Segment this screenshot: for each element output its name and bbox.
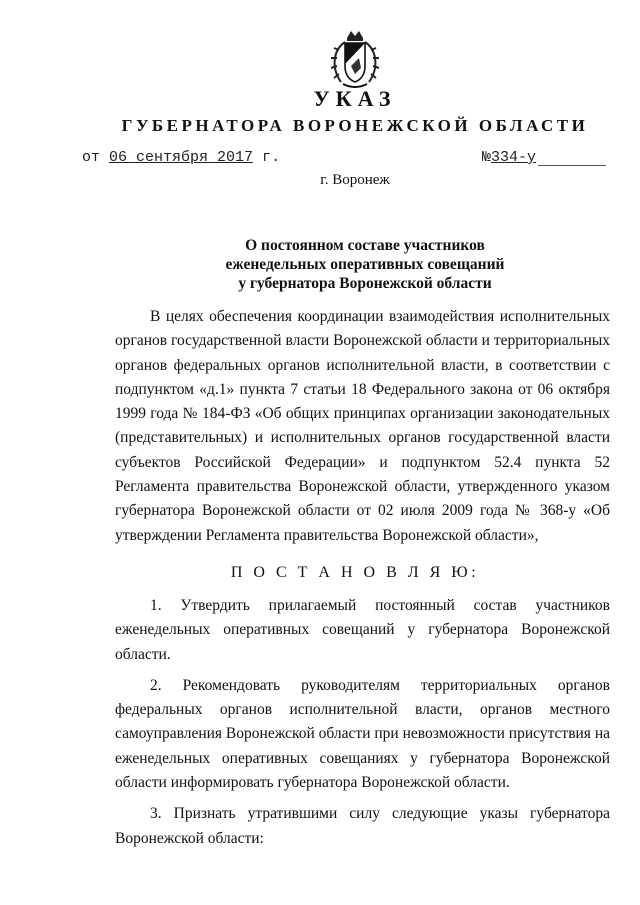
number-value: 334-у [491,149,537,166]
coat-of-arms-icon [327,28,383,92]
preamble-paragraph: В целях обеспечения координации взаимодействия исполнительных органов государственной власти Воронежской области и территориальных органов федеральных органов исполнительной власти, в соответствии с подпунктом «д.1» пункта 7 статьи 18 Федерального закона от 06 октября 1999 года № 184-ФЗ «Об общих принципах организации законодательных (представительных) и исполнительных органов государственной власти субъектов Российской Федерации» и подпунктом 52.4 пункта 52 Регламента правительства Воронежской области, утвержденного указом губернатора Воронежской области от 02 июля 2009 года № 368-у «Об утверждении Регламента правительства Воронежской области», [115,308,610,544]
date-line [82,149,280,166]
issuer-title: ГУБЕРНАТОРА ВОРОНЕЖСКОЙ ОБЛАСТИ [121,116,589,135]
document-type-title: УКАЗ [313,86,397,111]
heading-line: еженедельных оперативных совещаний [225,256,505,273]
preamble-block [115,305,610,548]
document-heading [115,236,615,293]
number-prefix: № [482,149,492,166]
item-paragraph: 3. Признать утратившими силу следующие указы губернатора Воронежской области: [115,805,610,847]
city-line: г. Воронеж [320,172,390,188]
number-line [482,149,606,166]
item-paragraph: 1. Утвердить прилагаемый постоянный состав участников еженедельных оперативных совещаний у губернатора Воронежской области. [115,597,610,663]
date-value: 06 сентября 2017 [109,149,254,166]
date-prefix: от [82,149,101,166]
number-underline [538,151,606,166]
heading-line: у губернатора Воронежской области [238,275,492,292]
heading-line: О постоянном составе участников [245,237,485,254]
date-suffix: г. [262,149,281,166]
items-block [115,594,610,858]
item-paragraph: 2. Рекомендовать руководителям территориальных органов федеральных органов исполнительной власти, органов местного самоуправления Воронежской области при невозможности присутствия на еженедельных оперативных совещаниях у губернатора Воронежской области информировать губернатора Воронежской области. [115,676,610,792]
decree-word: П О С Т А Н О В Л Я Ю: [230,564,480,581]
